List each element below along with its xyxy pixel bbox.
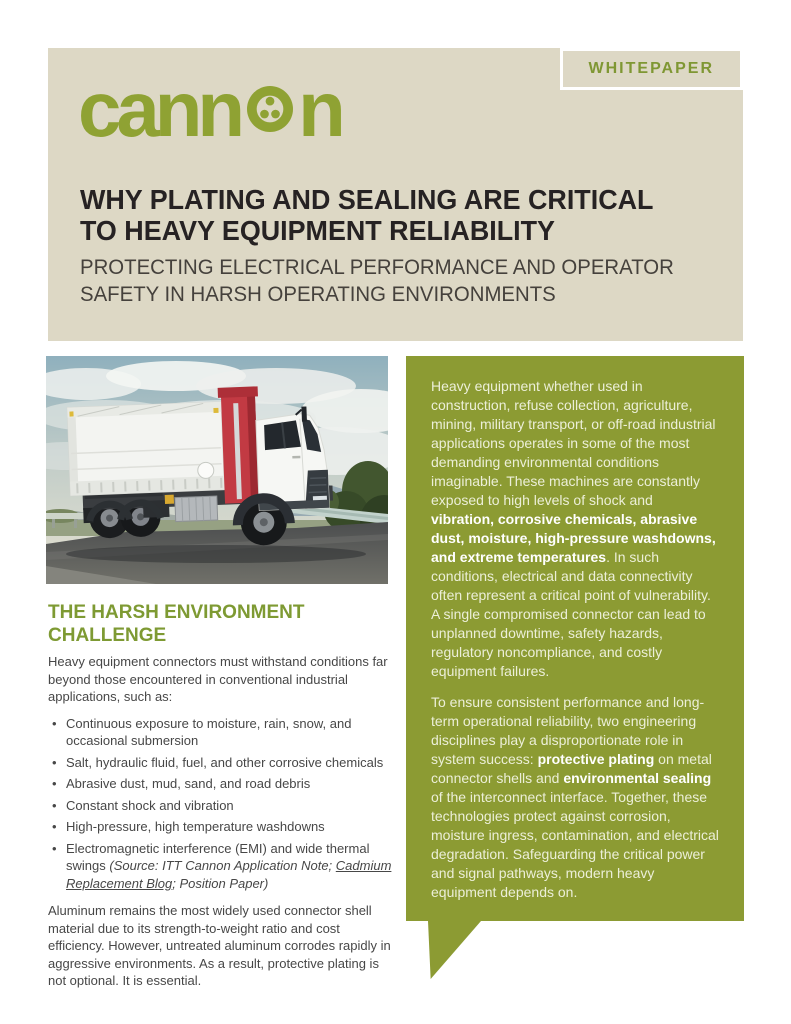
text-segment: of the interconnect interface. Together, these technologies protect against corrosion, moisture ingress, contamination, and electrical degradation. Safeguarding the critical power and signal pathways, modern heavy equipment depends on.	[431, 789, 719, 900]
text-segment: Abrasive dust, mud, sand, and road debris	[66, 776, 311, 791]
page-title	[80, 184, 653, 246]
list-item	[48, 754, 396, 772]
logo-text-post: n	[298, 65, 341, 153]
text-segment: Heavy equipment whether used in construction, refuse collection, agriculture, mining, military transport, or off-road industrial applications operates in some of the most demanding environmental conditions imaginable. These machines are constantly exposed to high levels of shock and	[431, 378, 716, 508]
truck-photo	[46, 356, 388, 584]
section-heading	[48, 601, 305, 647]
cannon-logo	[78, 65, 341, 153]
list-item	[48, 818, 396, 836]
page-title-line1: WHY PLATING AND SEALING ARE CRITICAL	[80, 184, 654, 215]
callout-panel	[406, 356, 744, 921]
text-segment: (Source: ITT Cannon Application Note;	[109, 858, 336, 873]
list-item	[48, 775, 396, 793]
section-heading-line1: THE HARSH ENVIRONMENT	[48, 602, 305, 623]
text-segment: Constant shock and vibration	[66, 797, 234, 813]
callout-tail	[428, 921, 481, 979]
list-item	[48, 840, 396, 893]
text-segment: ; Position Paper)	[172, 875, 269, 891]
cadmium-replacement-blog-link[interactable]: Cadmium Replacement Blog	[66, 858, 392, 891]
text-segment: . In such conditions, electrical and data connectivity often represent a critical point of vulnerability. A single compromised connector can lead to unplanned downtime, safety hazards, regulatory noncompliance, and costly equipment failures.	[431, 549, 711, 679]
truck-photo-illustration	[46, 356, 388, 584]
text-segment: Electromagnetic interference (EMI) and wide thermal swings	[66, 840, 370, 873]
callout-paragraph-2	[431, 693, 719, 902]
text-segment: Salt, hydraulic fluid, fuel, and other corrosive chemicals	[66, 754, 384, 770]
list-item	[48, 715, 396, 750]
whitepaper-badge: WHITEPAPER	[560, 48, 743, 90]
connector-face-icon	[247, 86, 293, 132]
section-heading-line2: CHALLENGE	[48, 625, 167, 646]
page-subtitle-line1: PROTECTING ELECTRICAL PERFORMANCE AND OPERATOR	[80, 256, 674, 279]
text-segment: Continuous exposure to moisture, rain, snow, and occasional submersion	[66, 715, 352, 748]
callout-paragraph-1	[431, 377, 719, 681]
list-item	[48, 797, 396, 815]
intro-paragraph: Heavy equipment connectors must withstand conditions far beyond those encountered in conventional industrial applications, such as:	[48, 654, 388, 704]
page-title-line2: TO HEAVY EQUIPMENT RELIABILITY	[80, 215, 555, 246]
page-subtitle	[80, 254, 674, 308]
logo-text-pre: cann	[78, 65, 241, 153]
left-column	[48, 653, 396, 990]
text-segment: environmental sealing	[563, 770, 712, 786]
text-segment: vibration, corrosive chemicals, abrasive dust, moisture, high-pressure washdowns, and extreme temperatures	[431, 511, 716, 565]
page-subtitle-line2: SAFETY IN HARSH OPERATING ENVIRONMENTS	[80, 283, 556, 306]
header-banner	[48, 48, 743, 341]
text-segment: To ensure consistent performance and long-term operational reliability, two engineering disciplines play a disproportionate role in system success:	[431, 694, 705, 767]
text-segment: protective plating	[537, 751, 655, 767]
closing-paragraph: Aluminum remains the most widely used connector shell material due to its strength-to-weight ratio and cost efficiency. However, untreated aluminum corrodes rapidly in aggressive environments. As a result, protective plating is not optional. It is essential.	[48, 903, 391, 988]
harsh-conditions-list	[48, 715, 396, 893]
text-segment: High-pressure, high temperature washdowns	[66, 819, 325, 834]
text-segment: on metal connector shells and	[431, 751, 712, 786]
